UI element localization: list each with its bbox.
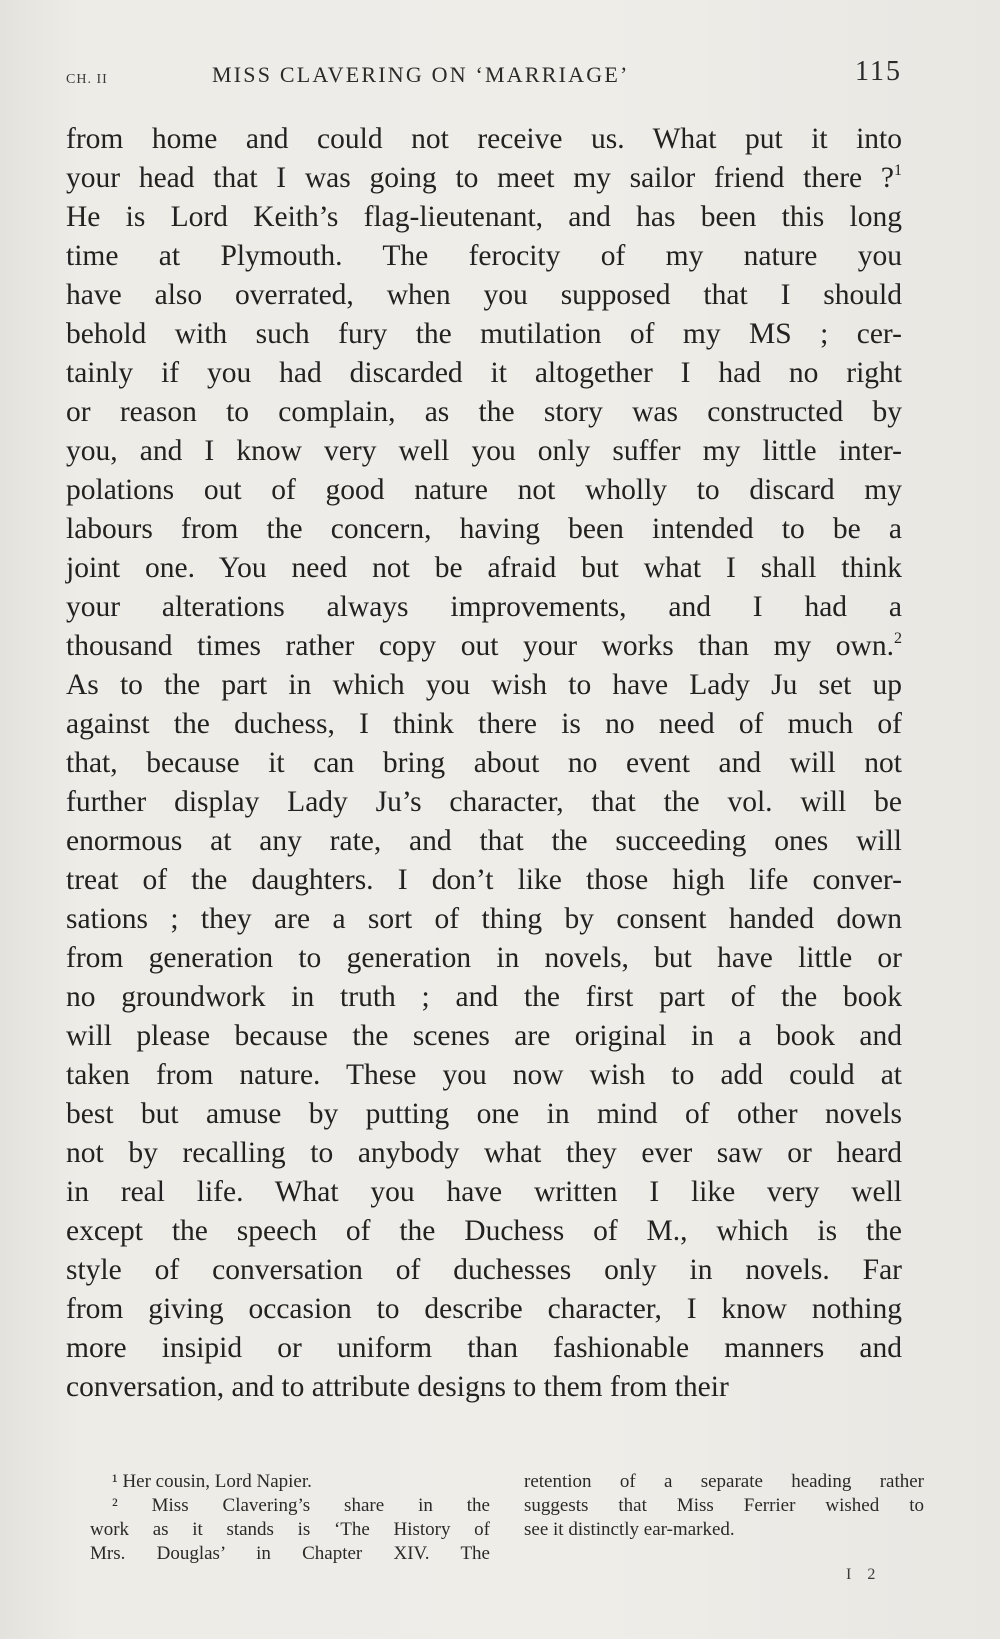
body-line: except the speech of the Duchess of M., which is the bbox=[66, 1215, 902, 1247]
body-line: As to the part in which you wish to have Lady Ju set up bbox=[66, 669, 902, 701]
body-line: not by recalling to anybody what they ever saw or heard bbox=[66, 1137, 902, 1169]
running-title: MISS CLAVERING ON ‘MARRIAGE’ bbox=[212, 62, 630, 87]
footnote-line: work as it stands is ‘The History of bbox=[90, 1519, 490, 1540]
body-line: polations out of good nature not wholly to discard my bbox=[66, 474, 902, 506]
footnote-line: retention of a separate heading rather bbox=[524, 1471, 924, 1492]
body-line: against the duchess, I think there is no need of much of bbox=[66, 708, 902, 740]
page-number: 115 bbox=[855, 56, 902, 87]
footnote-column-right bbox=[524, 1470, 924, 1542]
footnote-ref: 1 bbox=[894, 162, 902, 179]
body-line: He is Lord Keith’s flag-lieutenant, and has been this long bbox=[66, 201, 902, 233]
footnote-line: ² Miss Clavering’s share in the bbox=[112, 1495, 490, 1516]
body-line: treat of the daughters. I don’t like those high life conver- bbox=[66, 864, 902, 896]
footnote-line: suggests that Miss Ferrier wished to bbox=[524, 1495, 924, 1516]
body-line: joint one. You need not be afraid but what I shall think bbox=[66, 552, 902, 584]
body-line: enormous at any rate, and that the succeeding ones will bbox=[66, 825, 902, 857]
footnote-line: see it distinctly ear-marked. bbox=[524, 1519, 735, 1540]
body-line: your alterations always improvements, and I had a bbox=[66, 591, 902, 623]
body-line: you, and I know very well you only suffer my little inter- bbox=[66, 435, 902, 467]
body-line: sations ; they are a sort of thing by consent handed down bbox=[66, 903, 902, 935]
signature-mark: I 2 bbox=[846, 1566, 882, 1583]
footnote-ref: 2 bbox=[894, 630, 902, 647]
body-line: conversation, and to attribute designs to them from their bbox=[66, 1371, 729, 1403]
body-line: labours from the concern, having been intended to be a bbox=[66, 513, 902, 545]
body-line: from home and could not receive us. What put it into bbox=[66, 123, 902, 155]
footnote-line: Mrs. Douglas’ in Chapter XIV. The bbox=[90, 1543, 490, 1564]
body-line: that, because it can bring about no event and will not bbox=[66, 747, 902, 779]
running-head bbox=[66, 56, 902, 96]
body-line: further display Lady Ju’s character, that the vol. will be bbox=[66, 786, 902, 818]
body-text bbox=[66, 120, 902, 1407]
body-line: taken from nature. These you now wish to add could at bbox=[66, 1059, 902, 1091]
body-line: style of conversation of duchesses only in novels. Far bbox=[66, 1254, 902, 1286]
body-line: thousand times rather copy out your works than my own.$^2$ bbox=[66, 630, 902, 662]
body-line: or reason to complain, as the story was constructed by bbox=[66, 396, 902, 428]
body-line: from generation to generation in novels, but have little or bbox=[66, 942, 902, 974]
body-line: behold with such fury the mutilation of my MS ; cer- bbox=[66, 318, 902, 350]
body-line: in real life. What you have written I like very well bbox=[66, 1176, 902, 1208]
chapter-label: CH. II bbox=[66, 72, 108, 87]
body-line: time at Plymouth. The ferocity of my nature you bbox=[66, 240, 902, 272]
footnote-column-left bbox=[90, 1470, 490, 1566]
body-line: best but amuse by putting one in mind of other novels bbox=[66, 1098, 902, 1130]
body-line: will please because the scenes are original in a book and bbox=[66, 1020, 902, 1052]
body-line: no groundwork in truth ; and the first part of the book bbox=[66, 981, 902, 1013]
body-line: more insipid or uniform than fashionable manners and bbox=[66, 1332, 902, 1364]
body-line: from giving occasion to describe character, I know nothing bbox=[66, 1293, 902, 1325]
body-line: your head that I was going to meet my sailor friend there ?$^1$ bbox=[66, 162, 902, 194]
body-line: have also overrated, when you supposed that I should bbox=[66, 279, 902, 311]
body-line: tainly if you had discarded it altogether I had no right bbox=[66, 357, 902, 389]
footnote-line: ¹ Her cousin, Lord Napier. bbox=[112, 1471, 312, 1492]
